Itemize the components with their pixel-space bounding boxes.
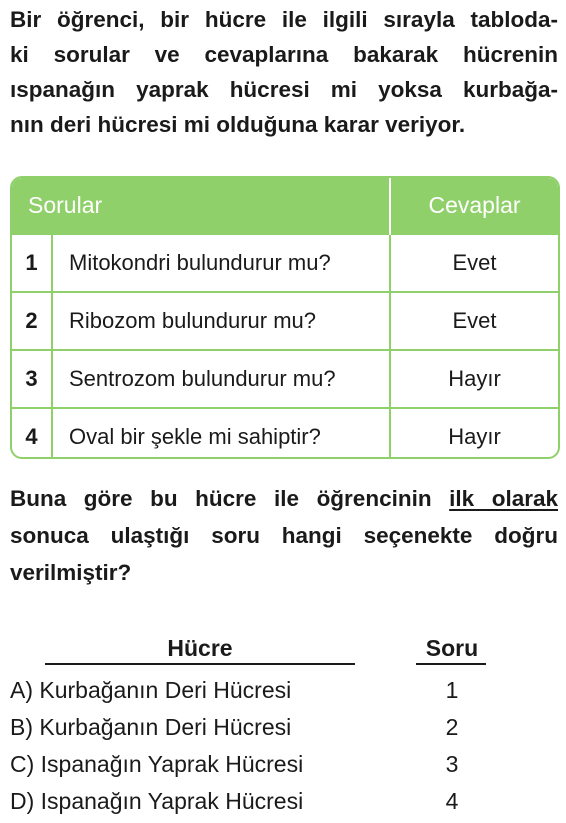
questions-table	[10, 176, 560, 459]
table-row	[12, 350, 558, 408]
option-d-value: 4	[445, 788, 459, 814]
options-header-rule	[416, 663, 486, 665]
question-line: sonuca ulaştığı soru hangi seçenekte doğru	[10, 523, 558, 548]
option-a[interactable]: A) Kurbağanın Deri Hücresi	[10, 677, 292, 703]
table-row	[12, 408, 558, 459]
option-d[interactable]: D) Ispanağın Yaprak Hücresi	[10, 788, 304, 814]
option-a-value: 1	[445, 677, 459, 703]
question-line: verilmiştir?	[10, 560, 132, 585]
row-answer: Hayır	[390, 350, 558, 408]
row-number: 4	[12, 408, 52, 459]
options-header-question: Soru	[425, 635, 479, 661]
intro-line: ıspanağın yaprak hücresi mi yoksa kurbağa-	[10, 77, 558, 102]
row-answer: Evet	[390, 292, 558, 350]
row-answer: Evet	[390, 234, 558, 292]
table-header-row	[12, 178, 558, 234]
row-question: Sentrozom bulundurur mu?	[52, 350, 390, 408]
row-question: Oval bir şekle mi sahiptir?	[52, 408, 390, 459]
underlined-emphasis: ilk olarak	[449, 486, 559, 511]
header-questions: Sorular	[12, 178, 390, 234]
intro-line: ki sorular ve cevaplarına bakarak hücrenin	[10, 42, 558, 67]
options-header-rule	[45, 663, 355, 665]
row-number: 3	[12, 350, 52, 408]
question-paragraph	[10, 480, 558, 591]
row-number: 1	[12, 234, 52, 292]
table-row	[12, 292, 558, 350]
header-answers: Cevaplar	[390, 178, 558, 234]
table-row	[12, 234, 558, 292]
row-answer: Hayır	[390, 408, 558, 459]
intro-line: Bir öğrenci, bir hücre ile ilgili sırayla tabloda-	[10, 7, 558, 32]
option-c[interactable]: C) Ispanağın Yaprak Hücresi	[10, 751, 304, 777]
row-question: Mitokondri bulundurur mu?	[52, 234, 390, 292]
intro-line: nın deri hücresi mi olduğuna karar veriyor.	[10, 112, 466, 137]
question-line	[10, 480, 558, 517]
intro-paragraph	[10, 2, 558, 142]
row-number: 2	[12, 292, 52, 350]
options-header-cell: Hücre	[167, 635, 233, 661]
option-c-value: 3	[445, 751, 459, 777]
option-b-value: 2	[445, 714, 459, 740]
question-text: Buna göre bu hücre ile öğrencinin	[10, 486, 450, 511]
option-b[interactable]: B) Kurbağanın Deri Hücresi	[10, 714, 292, 740]
row-question: Ribozom bulundurur mu?	[52, 292, 390, 350]
